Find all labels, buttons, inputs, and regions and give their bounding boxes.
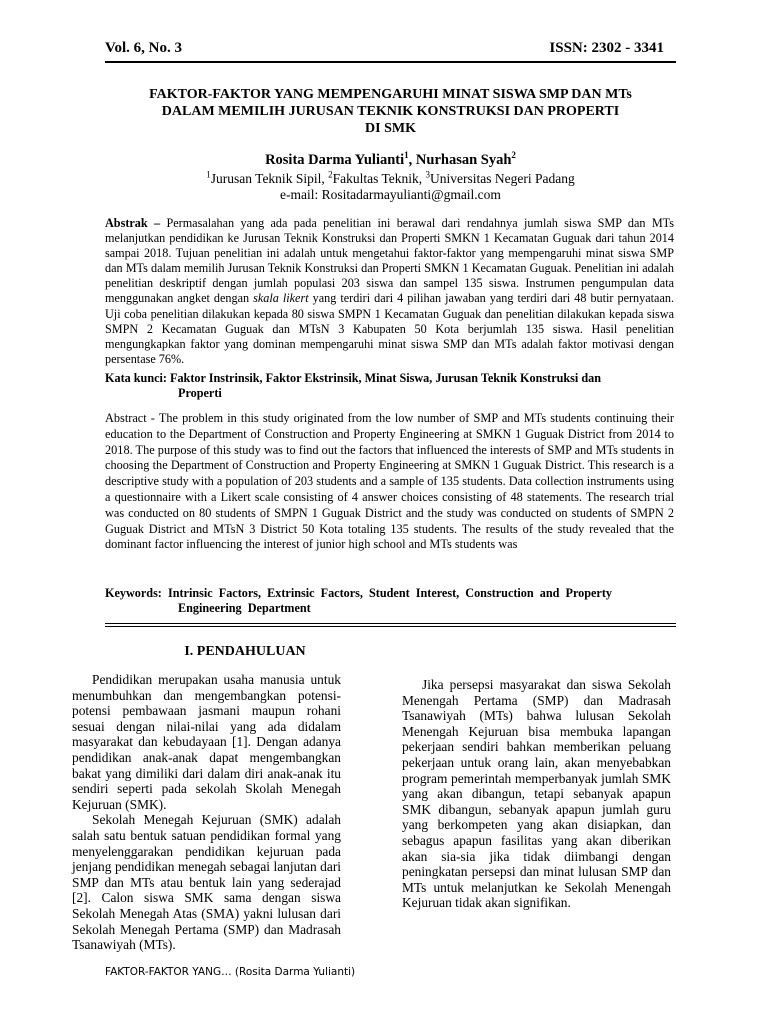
abstrak-text-1: Permasalahan yang ada pada penelitian ini berawal dari rendahnya jumlah siswa SMP dan MTs melanjutkan pendidikan ke Jurusan Teknik Konstruksi dan Properti SMKN 1 Kecamatan Guguak dari tahun 2014 sampai 2018. Tujuan penelitian ini adalah untuk mengetahui faktor-faktor yang mempengaruhi minat siswa SMP dan MTs dalam memilih Jurusan Teknik Konstruksi dan Properti SMKN 1 Kecamatan Guguak. Penelitian ini adalah penelitian deskriptif dengan jumlah populasi 203 siswa dan sampel 135 siswa. Instrumen pengumpulan data menggunakan angket dengan [105, 216, 674, 306]
header-rule [105, 61, 676, 63]
aff-sup-3: 3 [425, 169, 431, 180]
volume-label: Vol. 6, No. 3 [105, 40, 182, 56]
aff-sup-2: 2 [328, 169, 333, 180]
aff-2: Fakultas Teknik, [332, 171, 426, 186]
aff-1: Jurusan Teknik Sipil, [210, 171, 329, 186]
left-paragraph-1: Pendidikan merupakan usaha manusia untuk menumbuhkan dan mengembangkan potensi-potensi pembawaan jasmani maupun rohani sesuai dengan nilai-nilai yang ada didalam masyarakat dan kebudayaan [1]. Dengan adanya pendidikan anak-anak dapat mengembangkan bakat yang dimiliki dari dalam diri anak-anak itu sendiri seperti pada sekolah Skolah Menegah Kejuruan (SMK). [72, 672, 341, 812]
abstrak-italic: skala likert [253, 291, 309, 306]
section-rule-1 [105, 623, 676, 624]
title-line-3: DI SMK [365, 121, 416, 136]
paper-title [105, 86, 676, 137]
author-1-sup: 1 [404, 150, 409, 161]
kata-kunci [105, 371, 674, 401]
keywords-english [105, 586, 674, 616]
kata-kunci-line-1: Kata kunci: Faktor Instrinsik, Faktor Ekstrinsik, Minat Siswa, Jurusan Teknik Konstruksi dan [105, 371, 601, 385]
abstrak-label: Abstrak – [105, 216, 161, 230]
left-paragraph-2: Sekolah Menegah Kejuruan (SMK) adalah salah satu bentuk satuan pendidikan formal yang menyelenggarakan pendidikan kejuruan pada jenjang pendidikan menegah sebagai lanjutan dari SMP dan MTs atau bentuk lain yang sederajad [2]. Calon siswa SMK sama dengan siswa Sekolah Menegah Atas (SMA) yakni lulusan dari Sekolah Menegah Pertama (SMP) dan Madrasah Tsanawiyah (MTs). [72, 812, 341, 953]
author-1: Rosita Darma Yulianti [265, 152, 405, 168]
abstrak-text-2: yang terdiri dari 4 pilihan jawaban yang terdiri dari 48 butir pernyataan. Uji coba penelitian dilakukan kepada 80 siswa SMPN 1 Kecamatan Guguak dan penelitian dilakukan kepada siswa SMPN 2 Kecamatan Guguak dan MTsN 3 Kabupaten 50 Kota berjumlah 135 siswa. Hasil penelitian mengungkapkan faktor yang dominan mempengaruhi minat siswa SMP dan MTs adalah faktor motivasi dengan persentase 76%. [105, 291, 675, 366]
keywords-line-2: Engineering Department [178, 601, 311, 615]
section-rule-2 [105, 626, 676, 627]
author-2: Nurhasan Syah [415, 152, 512, 168]
aff-3: Universitas Negeri Padang [430, 171, 575, 186]
issn-label: ISSN: 2302 - 3341 [549, 40, 664, 56]
abstrak-paragraph [105, 216, 674, 367]
page-footer: FAKTOR-FAKTOR YANG… (Rosita Darma Yulianti) [105, 966, 356, 978]
affiliation [105, 171, 676, 187]
authors [105, 152, 676, 169]
section-heading: I. PENDAHULUAN [184, 644, 306, 659]
title-line-1: FAKTOR-FAKTOR YANG MEMPENGARUHI MINAT SISWA SMP DAN MTs [149, 87, 632, 102]
kata-kunci-line-2: Properti [178, 386, 222, 400]
author-separator: , [408, 152, 416, 168]
left-column [72, 672, 341, 953]
author-2-sup: 2 [511, 150, 516, 161]
email-line: e-mail: Rositadarmayulianti@gmail.com [280, 187, 501, 202]
keywords-line-1: Keywords: Intrinsic Factors, Extrinsic Factors, Student Interest, Construction and Property [105, 586, 612, 600]
abstract-english: Abstract - The problem in this study originated from the low number of SMP and MTs students continuing their education to the Department of Construction and Property Engineering at SMKN 1 Guguak District from 2014 to 2018. The purpose of this study was to find out the factors that influenced the interests of SMP and MTs students in choosing the Department of Construction and Property Engineering at SMKN 1 Guguak District. This research is a descriptive study with a population of 203 students and a sample of 135 students. Data collection instruments using a questionnaire with a Likert scale consisting of 4 answer choices consisting of 48 statements. The research trial was conducted on 80 students of SMPN 1 Guguak District and the study was conducted on students of SMPN 2 Guguak District and MTsN 3 District 50 Kota totaling 135 students. The results of the study revealed that the dominant factor influencing the interest of junior high school and MTs students was [105, 411, 674, 552]
aff-sup-1: 1 [206, 169, 211, 180]
right-paragraph-1: Jika persepsi masyarakat dan siswa Sekolah Menengah Pertama (SMP) dan Madrasah Tsanawiyah (MTs) bahwa lulusan Sekolah Menengah Kejuruan bisa membuka lapangan pekerjaan sendiri bahkan memberikan peluang pekerjaan untuk orang lain, akan menyebabkan program pemerintah memperbanyak jumlah SMK yang akan dibangun, tetapi sebanyak apapun SMK dibangun, sebanyak apapun jumlah guru yang berkompeten yang akan disiapkan, dan sebagus apapun fasilitas yang akan diberikan akan sia-sia jika tidak diimbangi dengan peningkatan persepsi dan minat lulusan SMP dan MTs untuk melanjutkan ke Sekolah Menengah Kejuruan tidak akan signifikan. [402, 677, 671, 911]
right-column [402, 677, 671, 911]
title-line-2: DALAM MEMILIH JURUSAN TEKNIK KONSTRUKSI DAN PROPERTI [161, 104, 620, 119]
